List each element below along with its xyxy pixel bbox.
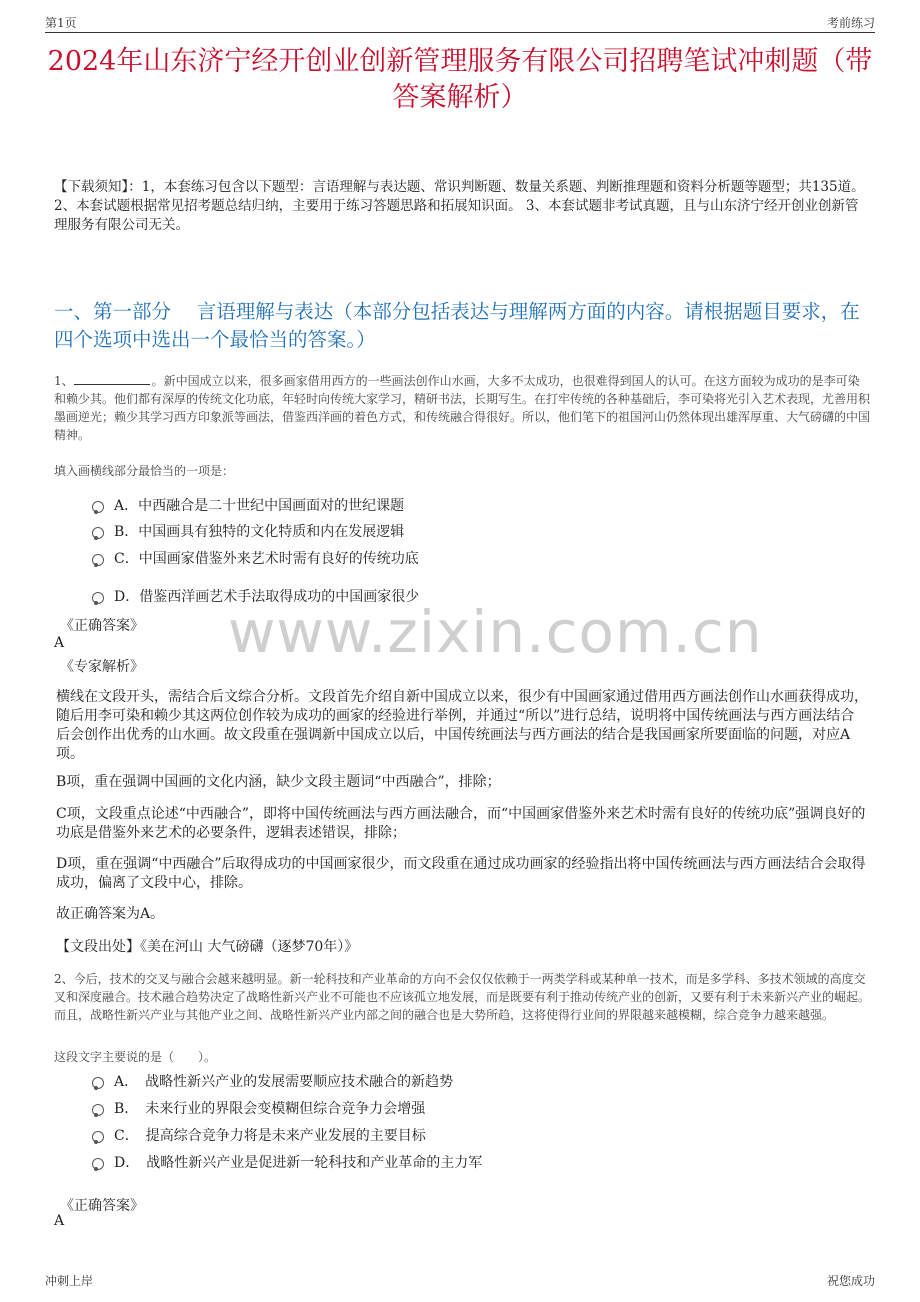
q1-option-b[interactable] [92,522,404,542]
q1-option-c[interactable] [92,549,419,569]
page-number: 第1页 [45,16,77,30]
radio-icon[interactable] [92,592,104,604]
section-title: 一、第一部分 言语理解与表达（本部分包括表达与理解两方面的内容。请根据题目要求，在四个选项中选出一个最恰当的答案。） [54,300,860,351]
download-notice: 【下载须知】：1，本套练习包含以下题型：言语理解与表达题、常识判断题、数量关系题、判断推理题和资料分析题等题型；共135道。 2、本套试题根据常见招考题总结归纳，主要用于练习答题思路和拓展知识面。 3、本套试题非考试真题，且与山东济宁经开创业创新管理服务有限公司无关。 [54,179,865,233]
option-label: B． 未来行业的界限会变模糊但综合竞争力会增强 [114,1101,426,1117]
question-1-body: 。新中国成立以来，很多画家借用西方的一些画法创作山水画，大多不太成功，也很难得到国人的认可。在这方面较为成功的是李可染和赖少其。他们都有深厚的传统文化功底，年轻时向传统大家学习，精研书法，长期写生。在打牢传统的各种基础后，李可染将光引入艺术表现，尤善用积墨画逆光；赖少其学习西方印象派等画法，借鉴西洋画的着色方式，和传统融合得很好。所以，他们笔下的祖国河山仍然体现出雄浑厚重、大气磅礴的中国精神。 [54,374,871,442]
radio-icon[interactable] [92,527,104,539]
option-label: D． 战略性新兴产业是促进新一轮科技和产业革命的主力军 [114,1155,483,1171]
footer-right: 祝您成功 [826,1274,875,1288]
q2-option-b[interactable] [92,1099,425,1119]
q1-answer-label: 《正确答案》 [60,618,144,634]
q2-option-d[interactable] [92,1153,482,1173]
option-label: D．借鉴西洋画艺术手法取得成功的中国画家很少 [114,589,420,605]
page-header [45,12,875,33]
question-2-text: 2、今后，技术的交叉与融合会越来越明显。新一轮科技和产业革命的方向不会仅仅依赖于一两类学科或某种单一技术，而是多学科、多技术领域的高度交叉和深度融合。技术融合趋势决定了战略性新兴产业不可能也不应该孤立地发展，而是既要有利于推动传统产业的创新，又要有利于未来新兴产业的崛起。而且，战略性新兴产业与其他产业之间、战略性新兴产业内部之间的融合也是大势所趋，这将使得行业间的界限越来越模糊，综合竞争力越来越强。 [54,972,871,1022]
option-label: B．中国画具有独特的文化特质和内在发展逻辑 [114,524,405,540]
radio-icon[interactable] [92,1131,104,1143]
radio-icon[interactable] [92,1077,104,1089]
analysis-conclusion: 故正确答案为A。 [56,906,165,922]
header-category: 考前练习 [826,16,875,30]
q2-answer: A [54,1213,65,1229]
watermark: www.zixin.com.cn [228,598,763,666]
option-label: A． 战略性新兴产业的发展需要顺应技术融合的新趋势 [114,1074,454,1090]
q1-source: 【文段出处】《美在河山 大气磅礴（逐梦70年）》 [56,939,359,955]
analysis-paragraph: B项，重在强调中国画的文化内涵，缺少文段主题词“中西融合”，排除； [56,774,501,790]
option-label: C． 提高综合竞争力将是未来产业发展的主要目标 [114,1128,426,1144]
radio-icon[interactable] [92,1158,104,1170]
question-1-text [54,372,870,444]
fill-blank [74,372,150,385]
option-label: A．中西融合是二十世纪中国画面对的世纪课题 [114,498,405,514]
question-2-prompt: 这段文字主要说的是（ ）。 [54,1050,217,1064]
radio-icon[interactable] [92,501,104,513]
option-label: C．中国画家借鉴外来艺术时需有良好的传统功底 [114,551,419,567]
document-title: 2024年山东济宁经开创业创新管理服务有限公司招聘笔试冲刺题（带答案解析） [47,46,873,113]
question-1-prompt: 填入画横线部分最恰当的一项是： [54,464,235,478]
radio-icon[interactable] [92,554,104,566]
q1-option-a[interactable] [92,496,404,516]
q2-answer-label: 《正确答案》 [60,1198,144,1214]
q2-option-a[interactable] [92,1072,453,1092]
radio-icon[interactable] [92,1104,104,1116]
footer-left: 冲刺上岸 [45,1274,94,1288]
analysis-paragraph: C项，文段重点论述“中西融合”，即将中国传统画法与西方画法融合，而“中国画家借鉴外来艺术时需有良好的传统功底”强调良好的功底是借鉴外来艺术的必要条件，逻辑表述错误，排除； [56,806,866,841]
q1-analysis-label: 《专家解析》 [60,659,144,675]
analysis-paragraph: D项，重在强调“中西融合”后取得成功的中国画家很少，而文段重在通过成功画家的经验指出将中国传统画法与西方画法结合会取得成功，偏离了文段中心，排除。 [56,856,866,891]
q2-option-c[interactable] [92,1126,426,1146]
question-1-number: 1、 [54,374,74,388]
q1-answer: A [54,635,65,651]
analysis-paragraph: 横线在文段开头，需结合后文综合分析。文段首先介绍自新中国成立以来，很少有中国画家通过借用西方画法创作山水画获得成功，随后用李可染和赖少其这两位创作较为成功的画家的经验进行举例，并通过“所以”进行总结，说明将中国传统画法与西方画法结合后会创作出优秀的山水画。故文段重在强调新中国成立以后，中国传统画法与西方画法的结合是我国画家所要面临的问题，对应A项。 [56,689,868,762]
